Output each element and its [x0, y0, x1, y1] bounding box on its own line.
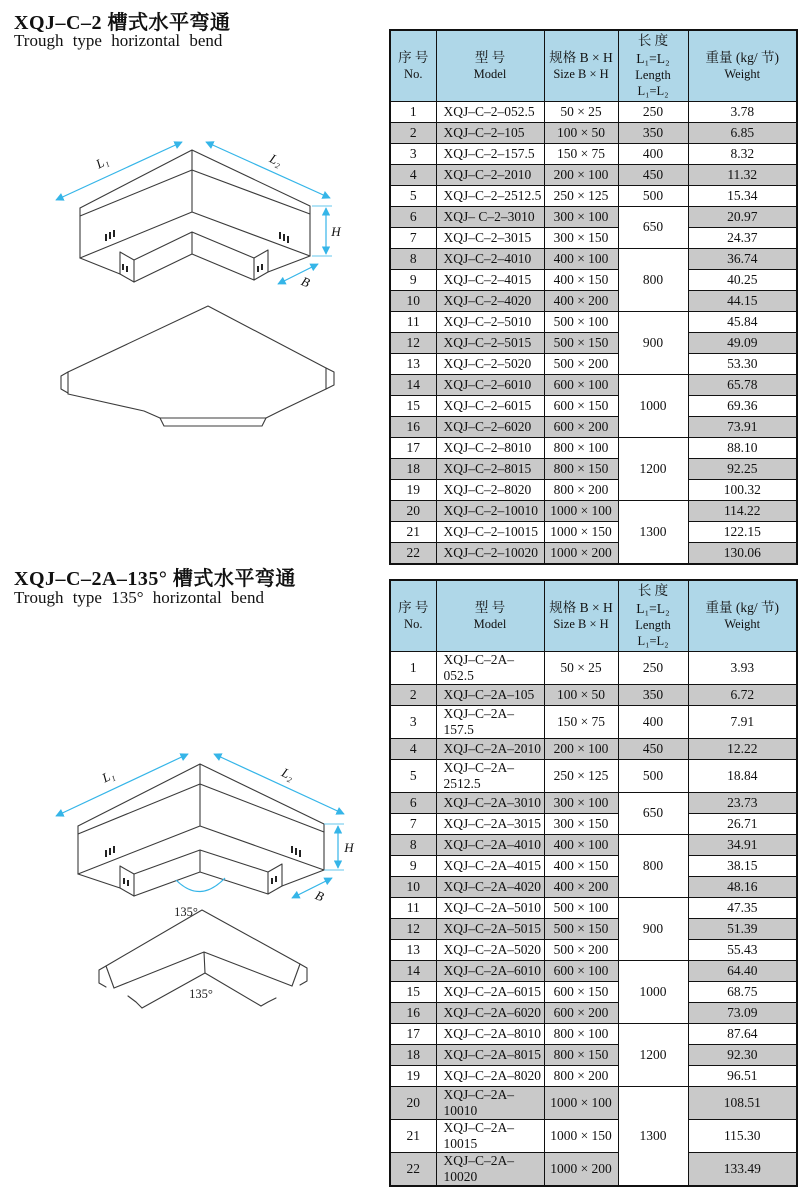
table-row — [390, 164, 797, 185]
cell-weight: 65.78 — [688, 374, 797, 395]
cell-length: 900 — [618, 311, 688, 374]
cell-length: 400 — [618, 143, 688, 164]
cell-model: XQJ–C–2–8020 — [436, 479, 544, 500]
cell-no: 21 — [390, 1119, 436, 1152]
cell-no: 17 — [390, 1023, 436, 1044]
cell-model: XQJ–C–2–5010 — [436, 311, 544, 332]
cell-length: 350 — [618, 122, 688, 143]
cell-no: 2 — [390, 684, 436, 705]
col-header-no — [390, 580, 436, 651]
cell-model: XQJ–C–2A–8015 — [436, 1044, 544, 1065]
cell-size: 800 × 100 — [544, 1023, 618, 1044]
cell-size: 500 × 150 — [544, 918, 618, 939]
dim-label-l1: L₁ — [99, 766, 117, 786]
cell-weight: 23.73 — [688, 792, 797, 813]
cell-size: 600 × 150 — [544, 395, 618, 416]
cell-no: 3 — [390, 143, 436, 164]
dim-label-b: B — [313, 887, 327, 905]
col-header-length-cn: 长 度 L₁=L₂ — [636, 583, 670, 617]
col-header-model — [436, 580, 544, 651]
col-header-weight-cn: 重量 (kg/ 节) — [705, 49, 779, 65]
col-header-length-en: Length L₁=L₂ — [635, 68, 671, 99]
cell-no: 4 — [390, 164, 436, 185]
table-row — [390, 792, 797, 813]
cell-model: XQJ–C–2–2010 — [436, 164, 544, 185]
cell-no: 11 — [390, 311, 436, 332]
cell-model: XQJ–C–2A–4010 — [436, 834, 544, 855]
section1-title: XQJ–C–2 槽式水平弯通 — [14, 12, 231, 34]
cell-model: XQJ–C–2–052.5 — [436, 101, 544, 122]
cell-weight: 108.51 — [688, 1086, 797, 1119]
cell-model: XQJ–C–2–105 — [436, 122, 544, 143]
angle-label: 135° — [189, 987, 213, 1001]
cell-weight: 47.35 — [688, 897, 797, 918]
tray-outline — [80, 150, 310, 282]
dim-label-h: H — [344, 840, 354, 855]
cell-size: 600 × 100 — [544, 960, 618, 981]
table-row — [390, 759, 797, 792]
cell-no: 12 — [390, 332, 436, 353]
cell-no: 15 — [390, 981, 436, 1002]
cell-length: 1000 — [618, 374, 688, 437]
cell-size: 300 × 150 — [544, 227, 618, 248]
col-header-model-en: Model — [473, 67, 507, 82]
cell-length: 250 — [618, 101, 688, 122]
cell-model: XQJ– C–2–3010 — [436, 206, 544, 227]
dim-label-l2: L₂ — [279, 764, 297, 784]
cell-length: 650 — [618, 206, 688, 248]
cell-no: 20 — [390, 500, 436, 521]
cell-no: 16 — [390, 416, 436, 437]
col-header-weight — [688, 580, 797, 651]
cell-no: 9 — [390, 855, 436, 876]
cell-size: 800 × 200 — [544, 479, 618, 500]
cell-model: XQJ–C–2A–2512.5 — [436, 759, 544, 792]
cell-model: XQJ–C–2–5015 — [436, 332, 544, 353]
cell-model: XQJ–C–2A–6010 — [436, 960, 544, 981]
col-header-size-cn: 规格 B × H — [549, 599, 613, 615]
cell-size: 500 × 100 — [544, 311, 618, 332]
cell-no: 16 — [390, 1002, 436, 1023]
cell-no: 1 — [390, 101, 436, 122]
cell-length: 1200 — [618, 1023, 688, 1086]
cell-length: 800 — [618, 248, 688, 311]
cell-no: 8 — [390, 834, 436, 855]
cell-size: 200 × 100 — [544, 164, 618, 185]
col-header-length-en: Length L₁=L₂ — [635, 618, 671, 649]
section1-subtitle: Trough type horizontal bend — [14, 31, 223, 50]
cell-size: 200 × 100 — [544, 738, 618, 759]
table-row — [390, 981, 797, 1002]
col-header-model-en: Model — [473, 617, 507, 632]
cell-no: 1 — [390, 651, 436, 684]
cell-model: XQJ–C–2A–3010 — [436, 792, 544, 813]
cell-weight: 100.32 — [688, 479, 797, 500]
col-header-size-en: Size B × H — [553, 617, 609, 632]
cell-weight: 48.16 — [688, 876, 797, 897]
cell-weight: 18.84 — [688, 759, 797, 792]
cell-size: 1000 × 150 — [544, 521, 618, 542]
table-row — [390, 143, 797, 164]
cell-size: 100 × 50 — [544, 684, 618, 705]
col-header-model-cn: 型 号 — [474, 49, 506, 65]
spec-table-135-bend — [389, 579, 798, 1187]
cell-model: XQJ–C–2A–4020 — [436, 876, 544, 897]
table-row — [390, 185, 797, 206]
cell-no: 11 — [390, 897, 436, 918]
cell-length: 450 — [618, 164, 688, 185]
col-header-weight-en: Weight — [724, 617, 761, 632]
cell-size: 1000 × 200 — [544, 542, 618, 564]
col-header-size-cn: 规格 B × H — [549, 49, 613, 65]
cell-size: 150 × 75 — [544, 705, 618, 738]
cell-size: 300 × 100 — [544, 792, 618, 813]
cell-no: 2 — [390, 122, 436, 143]
cell-length: 1300 — [618, 1086, 688, 1186]
table-row — [390, 206, 797, 227]
table-row — [390, 1119, 797, 1152]
table-row — [390, 122, 797, 143]
col-header-size — [544, 580, 618, 651]
cell-model: XQJ–C–2A–10015 — [436, 1119, 544, 1152]
cell-size: 800 × 100 — [544, 437, 618, 458]
plan-drawing-135-bend — [98, 898, 368, 1040]
cell-weight: 133.49 — [688, 1152, 797, 1186]
table-header — [390, 30, 797, 101]
tray-outline — [78, 764, 324, 896]
plan-drawing-90-bend — [58, 300, 343, 432]
cell-no: 13 — [390, 939, 436, 960]
section2-subtitle: Trough type 135° horizontal bend — [14, 588, 264, 607]
cell-model: XQJ–C–2–10020 — [436, 542, 544, 564]
cell-model: XQJ–C–2A–052.5 — [436, 651, 544, 684]
col-header-model — [436, 30, 544, 101]
dim-label-l2: L₂ — [267, 150, 285, 170]
table-row — [390, 248, 797, 269]
table-row — [390, 705, 797, 738]
cell-weight: 114.22 — [688, 500, 797, 521]
table-row — [390, 101, 797, 122]
table-row — [390, 738, 797, 759]
cell-weight: 55.43 — [688, 939, 797, 960]
cell-size: 800 × 200 — [544, 1065, 618, 1086]
cell-weight: 69.36 — [688, 395, 797, 416]
table-row — [390, 290, 797, 311]
cell-no: 22 — [390, 542, 436, 564]
cell-size: 600 × 150 — [544, 981, 618, 1002]
cell-model: XQJ–C–2A–5010 — [436, 897, 544, 918]
cell-model: XQJ–C–2A–10010 — [436, 1086, 544, 1119]
table-row — [390, 834, 797, 855]
cell-model: XQJ–C–2–8010 — [436, 437, 544, 458]
cell-weight: 68.75 — [688, 981, 797, 1002]
cell-model: XQJ–C–2A–10020 — [436, 1152, 544, 1186]
cell-size: 1000 × 100 — [544, 500, 618, 521]
cell-weight: 24.37 — [688, 227, 797, 248]
col-header-length-cn: 长 度 L₁=L₂ — [636, 33, 670, 67]
cell-model: XQJ–C–2A–8020 — [436, 1065, 544, 1086]
table-body — [390, 651, 797, 1186]
cell-size: 500 × 200 — [544, 353, 618, 374]
cell-size: 400 × 150 — [544, 855, 618, 876]
cell-weight: 12.22 — [688, 738, 797, 759]
cell-no: 21 — [390, 521, 436, 542]
cell-model: XQJ–C–2A–8010 — [436, 1023, 544, 1044]
cell-no: 19 — [390, 1065, 436, 1086]
cell-weight: 34.91 — [688, 834, 797, 855]
angle-label: 135° — [174, 905, 198, 919]
cell-size: 600 × 100 — [544, 374, 618, 395]
cell-no: 3 — [390, 705, 436, 738]
cell-size: 50 × 25 — [544, 651, 618, 684]
col-header-no-cn: 序 号 — [398, 49, 429, 65]
cell-no: 10 — [390, 290, 436, 311]
cell-no: 15 — [390, 395, 436, 416]
cell-model: XQJ–C–2–10015 — [436, 521, 544, 542]
cell-length: 650 — [618, 792, 688, 834]
spec-table-90-bend — [389, 29, 798, 565]
cell-weight: 92.25 — [688, 458, 797, 479]
col-header-no — [390, 30, 436, 101]
cell-weight: 87.64 — [688, 1023, 797, 1044]
table-row — [390, 521, 797, 542]
cell-model: XQJ–C–2–6020 — [436, 416, 544, 437]
table-row — [390, 458, 797, 479]
cell-weight: 8.32 — [688, 143, 797, 164]
table-row — [390, 353, 797, 374]
table-row — [390, 1152, 797, 1186]
table-row — [390, 227, 797, 248]
cell-length: 800 — [618, 834, 688, 897]
col-header-size-en: Size B × H — [553, 67, 609, 82]
cell-model: XQJ–C–2A–3015 — [436, 813, 544, 834]
cell-no: 10 — [390, 876, 436, 897]
cell-model: XQJ–C–2–6010 — [436, 374, 544, 395]
cell-weight: 3.93 — [688, 651, 797, 684]
table-row — [390, 479, 797, 500]
cell-length: 450 — [618, 738, 688, 759]
cell-size: 1000 × 150 — [544, 1119, 618, 1152]
cell-length: 250 — [618, 651, 688, 684]
col-header-size — [544, 30, 618, 101]
col-header-length — [618, 580, 688, 651]
col-header-weight — [688, 30, 797, 101]
cell-model: XQJ–C–2A–5015 — [436, 918, 544, 939]
cell-weight: 44.15 — [688, 290, 797, 311]
cell-no: 6 — [390, 206, 436, 227]
cell-length: 1300 — [618, 500, 688, 564]
table-row — [390, 332, 797, 353]
cell-length: 900 — [618, 897, 688, 960]
cell-no: 13 — [390, 353, 436, 374]
dim-label-b: B — [299, 273, 313, 291]
table-row — [390, 395, 797, 416]
table-row — [390, 684, 797, 705]
cell-size: 250 × 125 — [544, 759, 618, 792]
table-row — [390, 813, 797, 834]
col-header-no-cn: 序 号 — [398, 599, 429, 615]
table-row — [390, 1065, 797, 1086]
table-header — [390, 580, 797, 651]
cell-weight: 96.51 — [688, 1065, 797, 1086]
cell-no: 18 — [390, 1044, 436, 1065]
cell-model: XQJ–C–2A–157.5 — [436, 705, 544, 738]
cell-model: XQJ–C–2–2512.5 — [436, 185, 544, 206]
cell-weight: 6.85 — [688, 122, 797, 143]
plan-outline — [61, 306, 334, 426]
cell-model: XQJ–C–2A–6015 — [436, 981, 544, 1002]
cell-weight: 15.34 — [688, 185, 797, 206]
dim-label-h: H — [331, 224, 341, 239]
table-row — [390, 269, 797, 290]
angle-arc — [176, 878, 225, 892]
cell-size: 400 × 100 — [544, 834, 618, 855]
cell-weight: 53.30 — [688, 353, 797, 374]
cell-weight: 115.30 — [688, 1119, 797, 1152]
cell-size: 800 × 150 — [544, 1044, 618, 1065]
cell-weight: 130.06 — [688, 542, 797, 564]
table-row — [390, 500, 797, 521]
cell-no: 17 — [390, 437, 436, 458]
cell-weight: 11.32 — [688, 164, 797, 185]
cell-weight: 122.15 — [688, 521, 797, 542]
cell-length: 1000 — [618, 960, 688, 1023]
cell-no: 8 — [390, 248, 436, 269]
cell-model: XQJ–C–2–10010 — [436, 500, 544, 521]
cell-model: XQJ–C–2–4020 — [436, 290, 544, 311]
cell-size: 400 × 150 — [544, 269, 618, 290]
cell-weight: 20.97 — [688, 206, 797, 227]
cell-model: XQJ–C–2A–105 — [436, 684, 544, 705]
dim-label-l1: L₁ — [93, 152, 111, 172]
cell-length: 400 — [618, 705, 688, 738]
cell-weight: 49.09 — [688, 332, 797, 353]
cell-size: 500 × 100 — [544, 897, 618, 918]
cell-model: XQJ–C–2A–5020 — [436, 939, 544, 960]
section2-title: XQJ–C–2A–135° 槽式水平弯通 — [14, 568, 296, 590]
cell-size: 600 × 200 — [544, 416, 618, 437]
col-header-length — [618, 30, 688, 101]
cell-length: 500 — [618, 185, 688, 206]
cell-length: 500 — [618, 759, 688, 792]
cell-no: 14 — [390, 960, 436, 981]
cell-model: XQJ–C–2–4010 — [436, 248, 544, 269]
cell-size: 1000 × 100 — [544, 1086, 618, 1119]
cell-size: 150 × 75 — [544, 143, 618, 164]
table-row — [390, 1044, 797, 1065]
cell-model: XQJ–C–2–8015 — [436, 458, 544, 479]
cell-weight: 73.91 — [688, 416, 797, 437]
table-row — [390, 897, 797, 918]
table-row — [390, 960, 797, 981]
cell-length: 1200 — [618, 437, 688, 500]
table-row — [390, 374, 797, 395]
cell-no: 20 — [390, 1086, 436, 1119]
cell-weight: 26.71 — [688, 813, 797, 834]
cell-weight: 45.84 — [688, 311, 797, 332]
cell-weight: 64.40 — [688, 960, 797, 981]
table-row — [390, 876, 797, 897]
table-row — [390, 918, 797, 939]
col-header-no-en: No. — [404, 617, 423, 632]
cell-model: XQJ–C–2–157.5 — [436, 143, 544, 164]
cell-weight: 6.72 — [688, 684, 797, 705]
cell-weight: 51.39 — [688, 918, 797, 939]
cell-weight: 92.30 — [688, 1044, 797, 1065]
cell-no: 22 — [390, 1152, 436, 1186]
cell-weight: 88.10 — [688, 437, 797, 458]
cell-size: 300 × 150 — [544, 813, 618, 834]
cell-weight: 36.74 — [688, 248, 797, 269]
table-row — [390, 1002, 797, 1023]
table-row — [390, 311, 797, 332]
col-header-model-cn: 型 号 — [474, 599, 506, 615]
cell-size: 250 × 125 — [544, 185, 618, 206]
cell-no: 7 — [390, 813, 436, 834]
cell-no: 7 — [390, 227, 436, 248]
table-row — [390, 542, 797, 564]
cell-model: XQJ–C–2–3015 — [436, 227, 544, 248]
cell-size: 1000 × 200 — [544, 1152, 618, 1186]
cell-model: XQJ–C–2A–4015 — [436, 855, 544, 876]
col-header-weight-en: Weight — [724, 67, 761, 82]
cell-size: 400 × 200 — [544, 290, 618, 311]
isometric-drawing-90-bend — [42, 140, 342, 308]
table-body — [390, 101, 797, 564]
cell-no: 14 — [390, 374, 436, 395]
cell-length: 350 — [618, 684, 688, 705]
cell-no: 12 — [390, 918, 436, 939]
col-header-weight-cn: 重量 (kg/ 节) — [705, 599, 779, 615]
cell-size: 300 × 100 — [544, 206, 618, 227]
cell-model: XQJ–C–2A–2010 — [436, 738, 544, 759]
cell-no: 18 — [390, 458, 436, 479]
cell-no: 5 — [390, 185, 436, 206]
col-header-no-en: No. — [404, 67, 423, 82]
cell-weight: 7.91 — [688, 705, 797, 738]
cell-size: 600 × 200 — [544, 1002, 618, 1023]
cell-model: XQJ–C–2A–6020 — [436, 1002, 544, 1023]
cell-no: 6 — [390, 792, 436, 813]
cell-no: 9 — [390, 269, 436, 290]
cell-size: 800 × 150 — [544, 458, 618, 479]
table-row — [390, 1023, 797, 1044]
cell-no: 4 — [390, 738, 436, 759]
cell-size: 500 × 200 — [544, 939, 618, 960]
cell-weight: 40.25 — [688, 269, 797, 290]
cell-no: 5 — [390, 759, 436, 792]
cell-model: XQJ–C–2–6015 — [436, 395, 544, 416]
cell-size: 400 × 200 — [544, 876, 618, 897]
cell-no: 19 — [390, 479, 436, 500]
cell-size: 500 × 150 — [544, 332, 618, 353]
cell-weight: 38.15 — [688, 855, 797, 876]
table-row — [390, 1086, 797, 1119]
cell-size: 50 × 25 — [544, 101, 618, 122]
table-row — [390, 855, 797, 876]
cell-model: XQJ–C–2–5020 — [436, 353, 544, 374]
cell-weight: 73.09 — [688, 1002, 797, 1023]
table-row — [390, 651, 797, 684]
cell-weight: 3.78 — [688, 101, 797, 122]
table-row — [390, 416, 797, 437]
table-row — [390, 939, 797, 960]
cell-model: XQJ–C–2–4015 — [436, 269, 544, 290]
cell-size: 100 × 50 — [544, 122, 618, 143]
table-row — [390, 437, 797, 458]
cell-size: 400 × 100 — [544, 248, 618, 269]
